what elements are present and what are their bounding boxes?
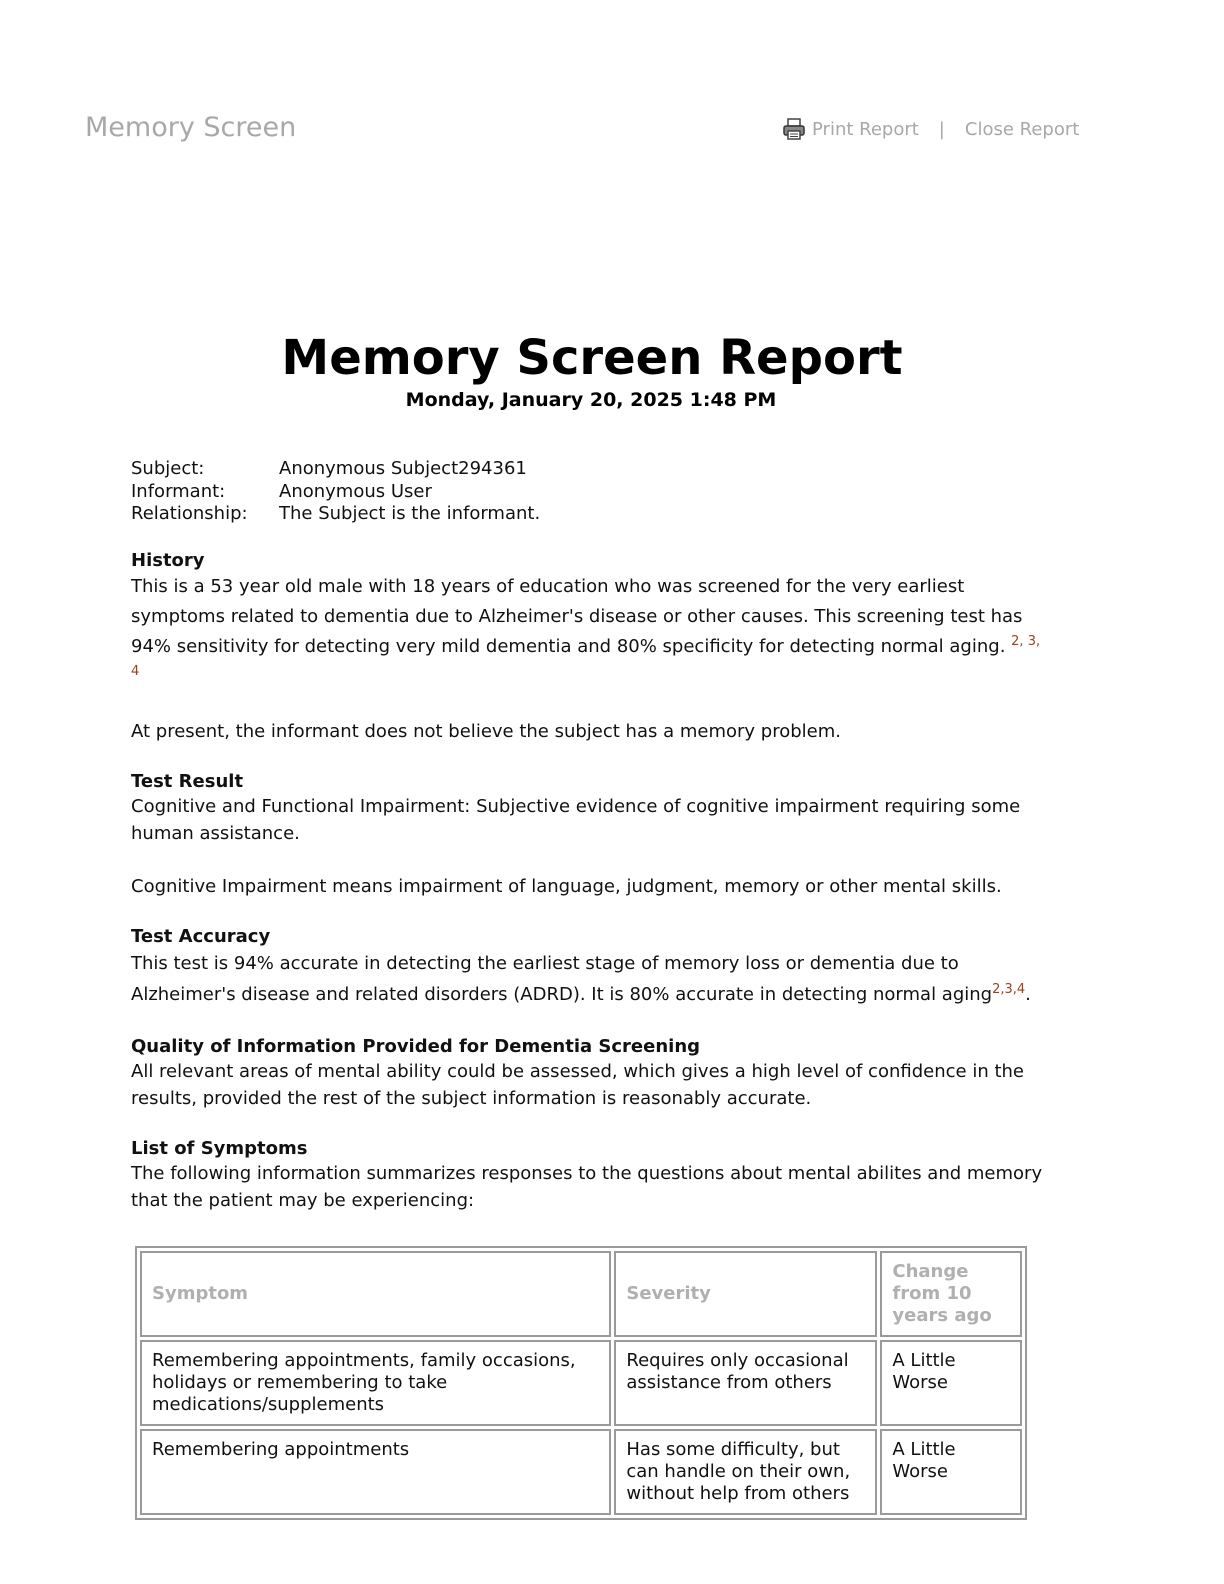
info-value: Anonymous Subject294361 [279, 458, 527, 479]
action-separator: | [938, 118, 945, 140]
info-label: Subject: [131, 458, 205, 479]
app-title: Memory Screen [85, 112, 297, 143]
test-result-definition: Cognitive Impairment means impairment of language, judgment, memory or other mental skills. [131, 875, 1002, 897]
info-value: The Subject is the informant. [279, 503, 541, 524]
change-cell: A Little Worse [880, 1340, 1022, 1426]
info-value: Anonymous User [279, 480, 432, 502]
report-header [0, 0, 1224, 180]
severity-cell: Requires only occasional assistance from others [614, 1340, 877, 1426]
symptoms-intro: The following information summarizes responses to the questions about mental abilites and memory that the patient may be experiencing: [131, 1162, 1043, 1211]
report-body [131, 458, 1051, 1240]
test-accuracy-heading: Test Accuracy [131, 925, 271, 947]
test-accuracy-text [131, 948, 1051, 1010]
quality-text: All relevant areas of mental ability could be assessed, which gives a high level of confidence in the results, provided the rest of the subject information is reasonably accurate. [131, 1060, 1024, 1109]
change-cell: A Little Worse [880, 1429, 1022, 1515]
report-title: Memory Screen Report [281, 330, 903, 386]
info-label: Informant: [131, 480, 226, 502]
history-heading: History [131, 549, 205, 571]
report-date: Monday, January 20, 2025 1:48 PM [405, 389, 777, 411]
quality-heading: Quality of Information Provided for Dementia Screening [131, 1035, 701, 1057]
print-report-link[interactable]: Print Report [812, 118, 919, 140]
severity-cell: Has some difficulty, but can handle on their own, without help from others [614, 1429, 877, 1515]
symptom-cell: Remembering appointments [140, 1429, 611, 1515]
info-label: Relationship: [131, 503, 248, 524]
report-actions [782, 118, 1079, 140]
table-row [140, 1429, 1022, 1515]
history-text [131, 572, 1051, 692]
column-header-severity: Severity [614, 1251, 877, 1337]
test-result-text: Cognitive and Functional Impairment: Subjective evidence of cognitive impairment requiring some human assistance. [131, 795, 1021, 844]
subject-info [131, 458, 1051, 526]
printer-icon[interactable] [782, 118, 806, 140]
test-accuracy-end: . [1025, 983, 1031, 1005]
table-row [140, 1340, 1022, 1426]
test-accuracy-body: This test is 94% accurate in detecting the earliest stage of memory loss or dementia due to Alzheimer's disease and related disorders (ADRD). It is 80% accurate in detecting normal aging [131, 952, 993, 1005]
test-result-heading: Test Result [131, 770, 244, 792]
table-header-row [140, 1251, 1022, 1337]
column-header-change: Change from 10 years ago [880, 1251, 1022, 1337]
symptoms-table [135, 1246, 1027, 1520]
history-present: At present, the informant does not believe the subject has a memory problem. [131, 720, 841, 742]
close-report-link[interactable]: Close Report [964, 118, 1080, 140]
symptoms-heading: List of Symptoms [131, 1137, 308, 1159]
column-header-symptom: Symptom [140, 1251, 611, 1337]
test-accuracy-refs[interactable]: 2,3,4 [992, 981, 1026, 997]
history-body: This is a 53 year old male with 18 years of education who was screened for the very earliest symptoms related to dementia due to Alzheimer's disease or other causes. This screening test has 94% sensitivity for detecting very mild dementia and 80% specificity for detecting normal aging. [131, 575, 1023, 657]
history-refs[interactable]: 2, 3, 4 [131, 633, 1041, 679]
symptom-cell: Remembering appointments, family occasions, holidays or remembering to take medications/supplements [140, 1340, 611, 1426]
